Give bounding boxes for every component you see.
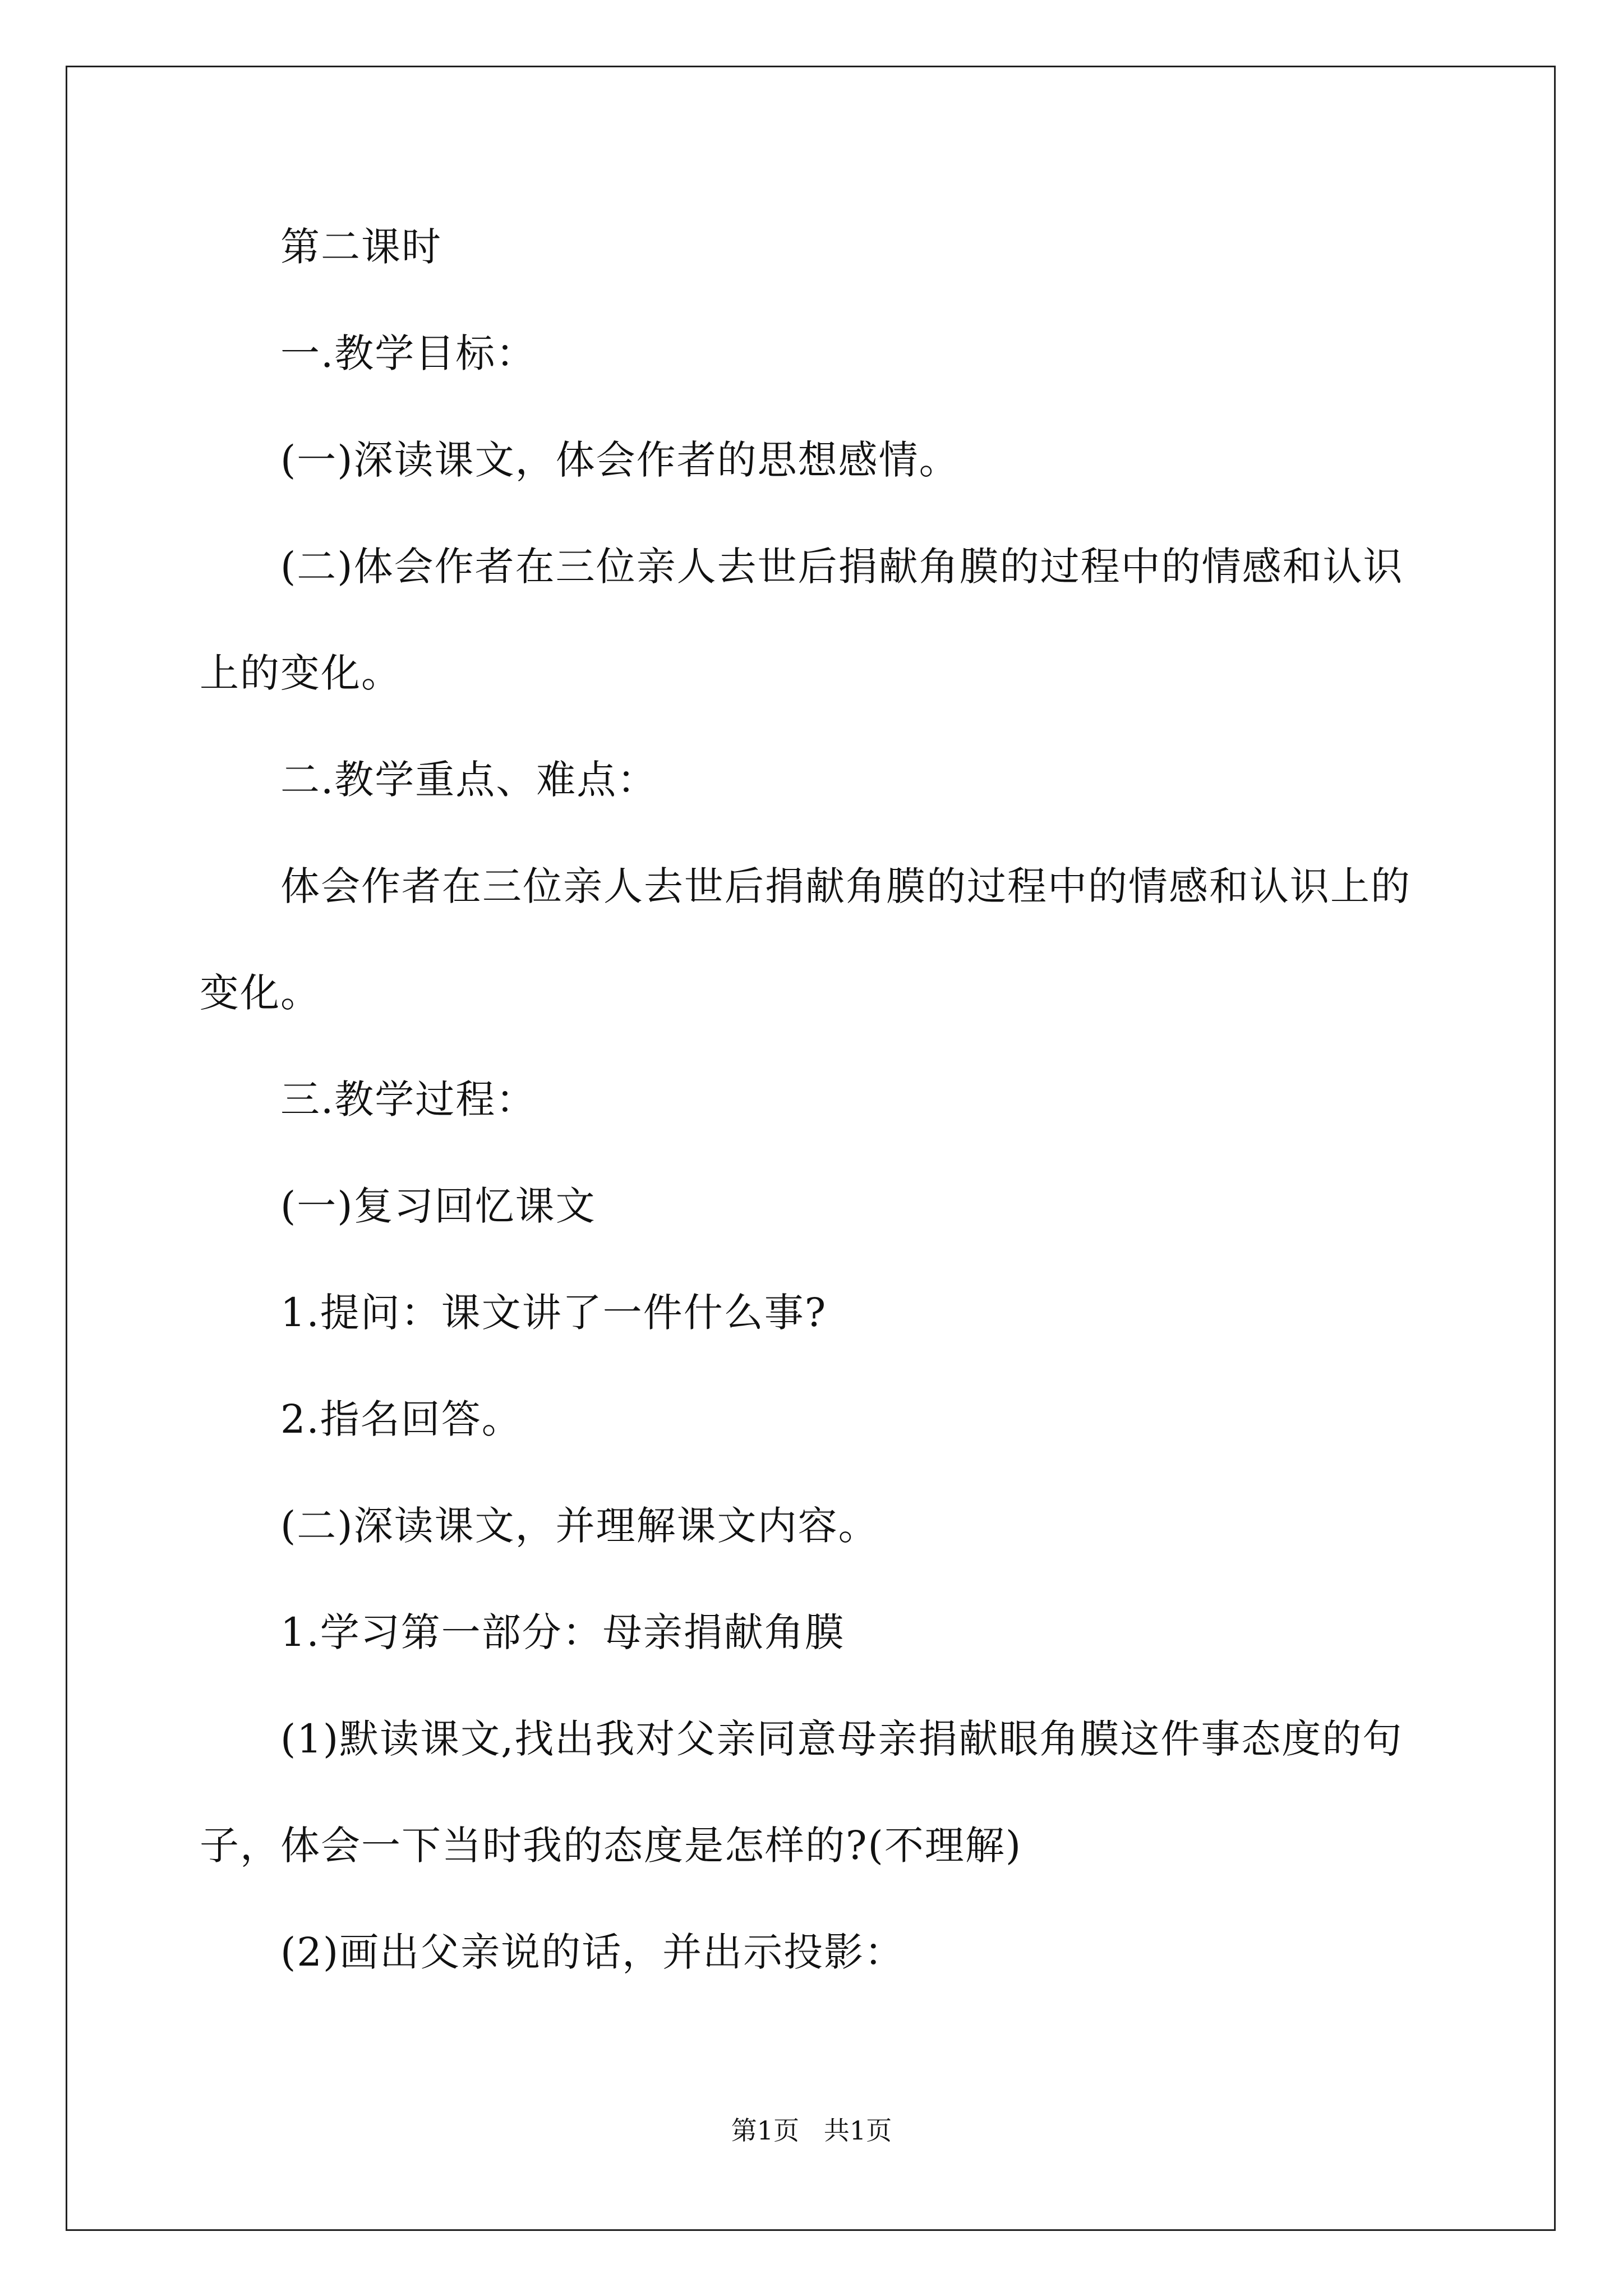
paragraph-continuation: 上的变化。 (200, 650, 402, 696)
paragraph: (二)体会作者在三位亲人去世后捐献角膜的过程中的情感和认识 (280, 544, 1404, 590)
paragraph: (一)复习回忆课文 (280, 1183, 596, 1229)
page-footer: 第1页 共1页 (731, 2115, 892, 2146)
section-heading: 一.教学目标： (280, 330, 537, 376)
section-heading: 二.教学重点、难点： (280, 757, 658, 803)
section-heading: 三.教学过程： (280, 1076, 537, 1122)
paragraph-continuation: 子，体会一下当时我的态度是怎样的?(不理解) (200, 1823, 1022, 1869)
paragraph: (二)深读课文，并理解课文内容。 (280, 1503, 879, 1549)
paragraph: (一)深读课文，体会作者的思想感情。 (280, 437, 960, 483)
paragraph: 体会作者在三位亲人去世后捐献角膜的过程中的情感和认识上的 (280, 863, 1411, 909)
paragraph: (1)默读课文,找出我对父亲同意母亲捐献眼角膜这件事态度的句 (280, 1716, 1403, 1762)
paragraph: 1.提问：课文讲了一件什么事? (280, 1290, 827, 1336)
paragraph-continuation: 变化。 (200, 970, 321, 1016)
paragraph: 1.学习第一部分：母亲捐献角膜 (280, 1609, 845, 1655)
paragraph: 2.指名回答。 (280, 1396, 522, 1442)
lesson-title: 第二课时 (280, 224, 442, 270)
paragraph: (2)画出父亲说的话，并出示投影： (280, 1929, 905, 1975)
document-body (200, 220, 1433, 1979)
